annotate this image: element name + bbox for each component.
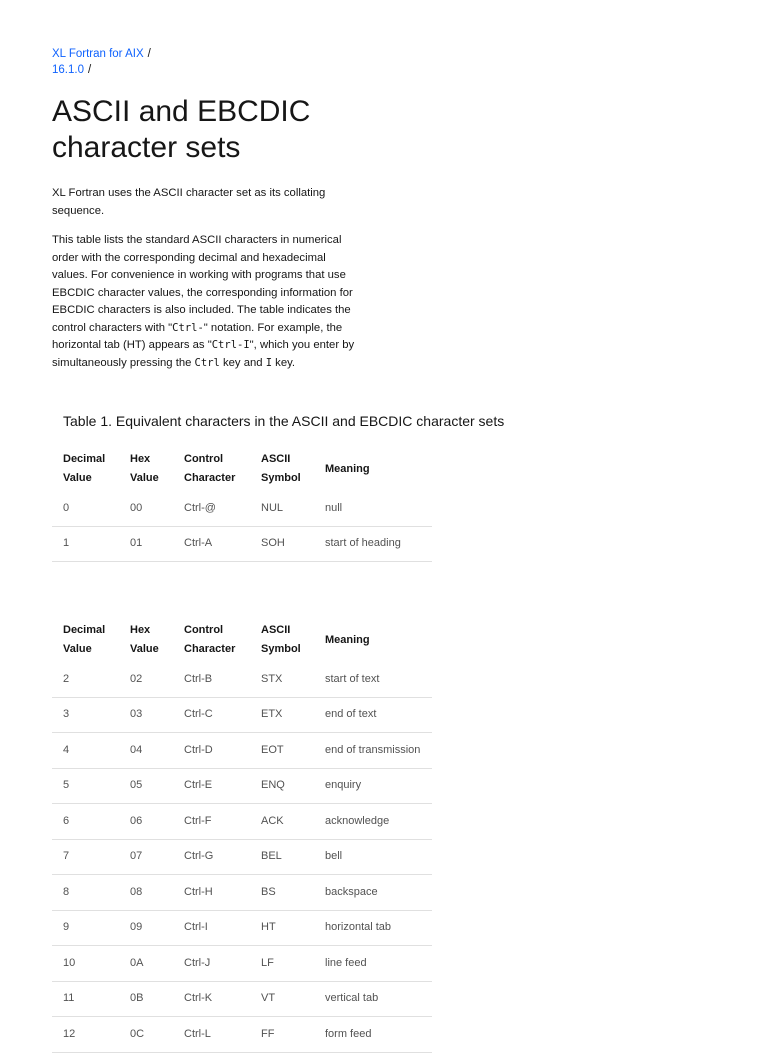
header-meaning: Meaning — [325, 462, 370, 475]
breadcrumb-link-product[interactable]: XL Fortran for AIX — [52, 48, 144, 60]
cell-control: Ctrl-K — [173, 981, 250, 1017]
cell-meaning: backspace — [314, 875, 432, 911]
cell-meaning: enquiry — [314, 768, 432, 804]
cell-decimal: 7 — [52, 839, 119, 875]
cell-meaning: null — [314, 491, 432, 526]
table-row — [52, 875, 432, 911]
cell-control: Ctrl-J — [173, 946, 250, 982]
cell-hex: 03 — [119, 697, 173, 733]
cell-symbol: LF — [250, 946, 314, 982]
cell-control: Ctrl-G — [173, 839, 250, 875]
cell-decimal: 2 — [52, 662, 119, 697]
cell-symbol: ETX — [250, 697, 314, 733]
cell-decimal: 10 — [52, 946, 119, 982]
cell-meaning: end of transmission — [314, 733, 432, 769]
breadcrumb-item — [52, 46, 151, 62]
cell-hex: 04 — [119, 733, 173, 769]
cell-symbol: EOT — [250, 733, 314, 769]
code-ctrl-i: Ctrl-I — [211, 339, 250, 351]
breadcrumb-separator: / — [87, 64, 92, 76]
code-ctrl-key: Ctrl — [194, 356, 220, 369]
cell-hex: 02 — [119, 662, 173, 697]
cell-decimal: 5 — [52, 768, 119, 804]
cell-control: Ctrl-@ — [173, 491, 250, 526]
table-row — [52, 1017, 432, 1053]
cell-meaning: start of text — [314, 662, 432, 697]
cell-meaning: line feed — [314, 946, 432, 982]
breadcrumb-separator: / — [147, 48, 151, 60]
cell-decimal: 8 — [52, 875, 119, 911]
code-i-key: I — [265, 356, 273, 369]
cell-control: Ctrl-D — [173, 733, 250, 769]
cell-decimal: 11 — [52, 981, 119, 1017]
cell-meaning: start of heading — [314, 526, 432, 562]
cell-symbol: ACK — [250, 804, 314, 840]
cell-hex: 07 — [119, 839, 173, 875]
cell-decimal: 3 — [52, 697, 119, 733]
header-hex-value: Hex Value — [130, 453, 159, 484]
table-row — [52, 662, 432, 697]
cell-hex: 01 — [119, 526, 173, 562]
cell-symbol: VT — [250, 981, 314, 1017]
cell-symbol: BEL — [250, 839, 314, 875]
cell-decimal: 1 — [52, 526, 119, 562]
cell-control: Ctrl-H — [173, 875, 250, 911]
cell-control: Ctrl-E — [173, 768, 250, 804]
cell-hex: 06 — [119, 804, 173, 840]
description-text: This table lists the standard ASCII characters in numerical order with the corresponding decimal and hexadecimal values. For convenience in working with programs that use EBCDIC character values, the corresponding information for EBCDIC characters is also included. The table indicates the control characters with " — [52, 234, 353, 334]
table-row — [52, 697, 432, 733]
cell-control: Ctrl-C — [173, 697, 250, 733]
cell-hex: 05 — [119, 768, 173, 804]
header-control-character: Control Character — [184, 453, 236, 484]
table-caption: Table 1. Equivalent characters in the ASCII and EBCDIC character sets — [63, 413, 505, 429]
cell-decimal: 6 — [52, 804, 119, 840]
cell-hex: 0C — [119, 1017, 173, 1053]
table-row — [52, 526, 432, 562]
cell-meaning: end of text — [314, 697, 432, 733]
ascii-table-part-1 — [52, 447, 432, 562]
cell-symbol: FF — [250, 1017, 314, 1053]
table-row — [52, 804, 432, 840]
table-row — [52, 491, 432, 526]
header-control-character: Control Character — [184, 624, 236, 655]
cell-meaning: acknowledge — [314, 804, 432, 840]
breadcrumb — [52, 46, 151, 78]
cell-hex: 08 — [119, 875, 173, 911]
table-row — [52, 981, 432, 1017]
description-paragraph — [52, 232, 356, 372]
cell-hex: 0A — [119, 946, 173, 982]
table-scroll-container[interactable] — [52, 618, 421, 1053]
cell-control: Ctrl-L — [173, 1017, 250, 1053]
header-decimal-value: Decimal Value — [63, 624, 106, 655]
cell-meaning: bell — [314, 839, 432, 875]
table-row — [52, 910, 432, 946]
breadcrumb-link-version[interactable]: 16.1.0 — [52, 64, 84, 76]
cell-control: Ctrl-F — [173, 804, 250, 840]
cell-symbol: STX — [250, 662, 314, 697]
intro-paragraph: XL Fortran uses the ASCII character set as its collating sequence. — [52, 187, 326, 217]
cell-decimal: 9 — [52, 910, 119, 946]
cell-hex: 0B — [119, 981, 173, 1017]
cell-decimal: 4 — [52, 733, 119, 769]
header-meaning: Meaning — [325, 633, 370, 646]
cell-symbol: BS — [250, 875, 314, 911]
header-decimal-value: Decimal Value — [63, 453, 106, 484]
code-ctrl-notation: Ctrl- — [172, 321, 204, 334]
cell-meaning: vertical tab — [314, 981, 432, 1017]
table-header-row — [52, 447, 432, 491]
table-row — [52, 733, 432, 769]
description-text: key and — [219, 356, 266, 369]
ascii-table-part-2 — [52, 618, 432, 1053]
header-hex-value: Hex Value — [130, 624, 159, 655]
cell-symbol: HT — [250, 910, 314, 946]
description-text: " notation. For example, the horizontal tab (HT) appears as " — [52, 321, 343, 351]
cell-symbol: NUL — [250, 491, 314, 526]
cell-symbol: SOH — [250, 526, 314, 562]
cell-control: Ctrl-A — [173, 526, 250, 562]
table-row — [52, 768, 432, 804]
cell-symbol: ENQ — [250, 768, 314, 804]
cell-meaning: horizontal tab — [314, 910, 432, 946]
cell-hex: 09 — [119, 910, 173, 946]
description-text: ", which you enter by simultaneously pressing the — [52, 339, 355, 369]
cell-decimal: 0 — [52, 491, 119, 526]
description-text: key. — [272, 356, 296, 369]
cell-meaning: form feed — [314, 1017, 432, 1053]
cell-hex: 00 — [119, 491, 173, 526]
breadcrumb-item — [52, 62, 151, 78]
header-ascii-symbol: ASCII Symbol — [261, 624, 301, 655]
cell-control: Ctrl-B — [173, 662, 250, 697]
page-title: ASCII and EBCDIC character sets — [52, 95, 311, 164]
cell-control: Ctrl-I — [173, 910, 250, 946]
cell-decimal: 12 — [52, 1017, 119, 1053]
table-scroll-container[interactable] — [52, 447, 401, 562]
table-row — [52, 839, 432, 875]
header-ascii-symbol: ASCII Symbol — [261, 453, 301, 484]
table-header-row — [52, 618, 432, 662]
table-row — [52, 946, 432, 982]
